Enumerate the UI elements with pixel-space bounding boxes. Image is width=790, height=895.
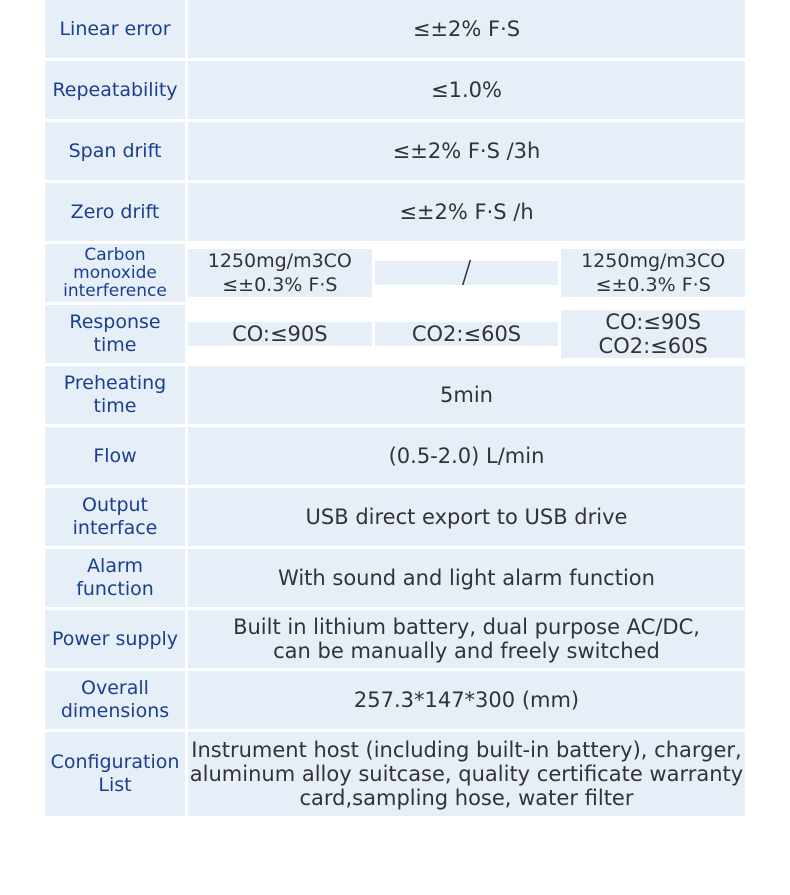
spec-row-preheating-time — [45, 366, 745, 424]
row-cell: CO2:≤60S — [375, 322, 559, 346]
row-label: Overall dimensions — [45, 671, 185, 729]
row-label: Output interface — [45, 488, 185, 546]
spec-table — [45, 0, 745, 819]
row-value: ≤±2% F·S /3h — [188, 122, 745, 180]
row-cell: 1250mg/m3CO ≤±0.3% F·S — [188, 249, 372, 297]
row-label: Configuration List — [45, 732, 185, 816]
spec-row-configuration-list — [45, 732, 745, 816]
row-label: Repeatability — [45, 61, 185, 119]
spec-row-power-supply — [45, 610, 745, 668]
spec-row-flow — [45, 427, 745, 485]
spec-row-span-drift — [45, 122, 745, 180]
row-value: Instrument host (including built-in battery), charger, aluminum alloy suitcase, quality certificate warranty card,sampling hose, water filter — [188, 732, 745, 816]
row-label: Alarm function — [45, 549, 185, 607]
row-label: Carbon monoxide interference — [45, 244, 185, 302]
row-value-split — [188, 244, 745, 302]
row-cell: / — [375, 261, 559, 285]
row-label: Response time — [45, 305, 185, 363]
row-cell: CO:≤90S CO2:≤60S — [561, 310, 745, 358]
row-cell: 1250mg/m3CO ≤±0.3% F·S — [561, 249, 745, 297]
row-value-split — [188, 305, 745, 363]
row-value: (0.5-2.0) L/min — [188, 427, 745, 485]
row-label: Flow — [45, 427, 185, 485]
spec-row-zero-drift — [45, 183, 745, 241]
row-cell: CO:≤90S — [188, 322, 372, 346]
row-value: ≤1.0% — [188, 61, 745, 119]
spec-row-repeatability — [45, 61, 745, 119]
spec-row-alarm-function — [45, 549, 745, 607]
row-value: 5min — [188, 366, 745, 424]
row-value: Built in lithium battery, dual purpose AC/DC, can be manually and freely switched — [188, 610, 745, 668]
row-value: With sound and light alarm function — [188, 549, 745, 607]
row-label: Preheating time — [45, 366, 185, 424]
spec-row-linear-error — [45, 0, 745, 58]
row-value: USB direct export to USB drive — [188, 488, 745, 546]
spec-row-co-interference — [45, 244, 745, 302]
row-label: Linear error — [45, 0, 185, 58]
row-value: ≤±2% F·S — [188, 0, 745, 58]
spec-row-response-time — [45, 305, 745, 363]
row-label: Power supply — [45, 610, 185, 668]
row-value: ≤±2% F·S /h — [188, 183, 745, 241]
spec-row-output-interface — [45, 488, 745, 546]
spec-row-overall-dimensions — [45, 671, 745, 729]
row-label: Span drift — [45, 122, 185, 180]
row-value: 257.3*147*300 (mm) — [188, 671, 745, 729]
row-label: Zero drift — [45, 183, 185, 241]
